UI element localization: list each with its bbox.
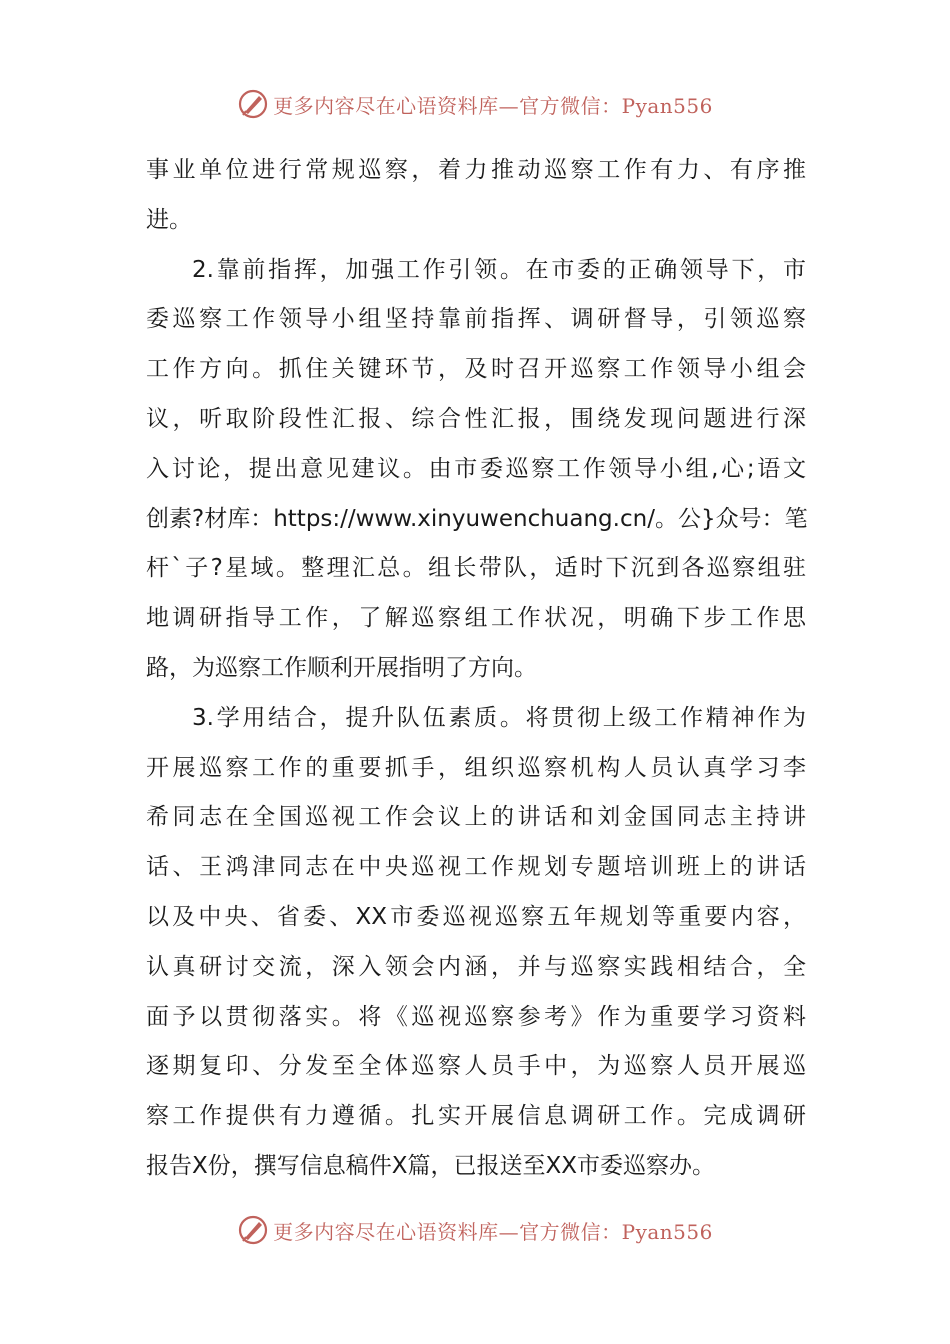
- text-line: 创素?材库：https://www.xinyuwenchuang.cn/。公}众号：笔: [146, 505, 808, 532]
- text-line: 事业单位进行常规巡察，着力推动巡察工作有力、有序推: [146, 157, 806, 183]
- text-line: 以及中央、省委、XX市委巡视巡察五年规划等重要内容，: [146, 903, 806, 930]
- text-line: 察工作提供有力遵循。扎实开展信息调研工作。完成调研: [146, 1103, 806, 1130]
- text-line: 路，为巡察工作顺利开展指明了方向。: [146, 654, 537, 681]
- footer-banner: [0, 1210, 950, 1250]
- text-line: 希同志在全国巡视工作会议上的讲话和刘金国同志主持讲: [146, 804, 806, 831]
- text-line: 杆`子?星域。整理汇总。组长带队，适时下沉到各巡察组驻: [146, 555, 806, 582]
- header-banner-text: 更多内容尽在心语资料库—官方微信：Pyan556: [273, 93, 713, 118]
- text-line: 2.靠前指挥，加强工作引领。在市委的正确领导下，市: [192, 256, 806, 283]
- quill-logo-icon: [237, 1214, 269, 1246]
- text-line: 3.学用结合，提升队伍素质。将贯彻上级工作精神作为: [192, 704, 806, 731]
- text-line: 报告X份，撰写信息稿件X篇，已报送至XX市委巡察办。: [146, 1152, 716, 1179]
- header-banner: [0, 84, 950, 124]
- text-line: 逐期复印、分发至全体巡察人员手中，为巡察人员开展巡: [146, 1053, 806, 1080]
- text-line: 认真研讨交流，深入领会内涵，并与巡察实践相结合，全: [146, 953, 806, 980]
- text-line: 工作方向。抓住关键环节，及时召开巡察工作领导小组会: [146, 356, 806, 383]
- text-line: 地调研指导工作，了解巡察组工作状况，明确下步工作思: [146, 605, 806, 632]
- text-line: 入讨论，提出意见建议。由市委巡察工作领导小组,心;语文: [146, 455, 806, 482]
- quill-logo-icon: [237, 88, 269, 120]
- document-body: [146, 146, 806, 1192]
- text-line: 委巡察工作领导小组坚持靠前指挥、调研督导，引领巡察: [146, 306, 806, 333]
- text-line: 议，听取阶段性汇报、综合性汇报，围绕发现问题进行深: [146, 405, 806, 432]
- footer-banner-text: 更多内容尽在心语资料库—官方微信：Pyan556: [273, 1219, 713, 1244]
- text-line: 进。: [146, 206, 192, 233]
- text-line: 面予以贯彻落实。将《巡视巡察参考》作为重要学习资料: [146, 1003, 806, 1030]
- text-line: 话、王鸿津同志在中央巡视工作规划专题培训班上的讲话: [146, 854, 806, 881]
- text-line: 开展巡察工作的重要抓手，组织巡察机构人员认真学习李: [146, 754, 806, 781]
